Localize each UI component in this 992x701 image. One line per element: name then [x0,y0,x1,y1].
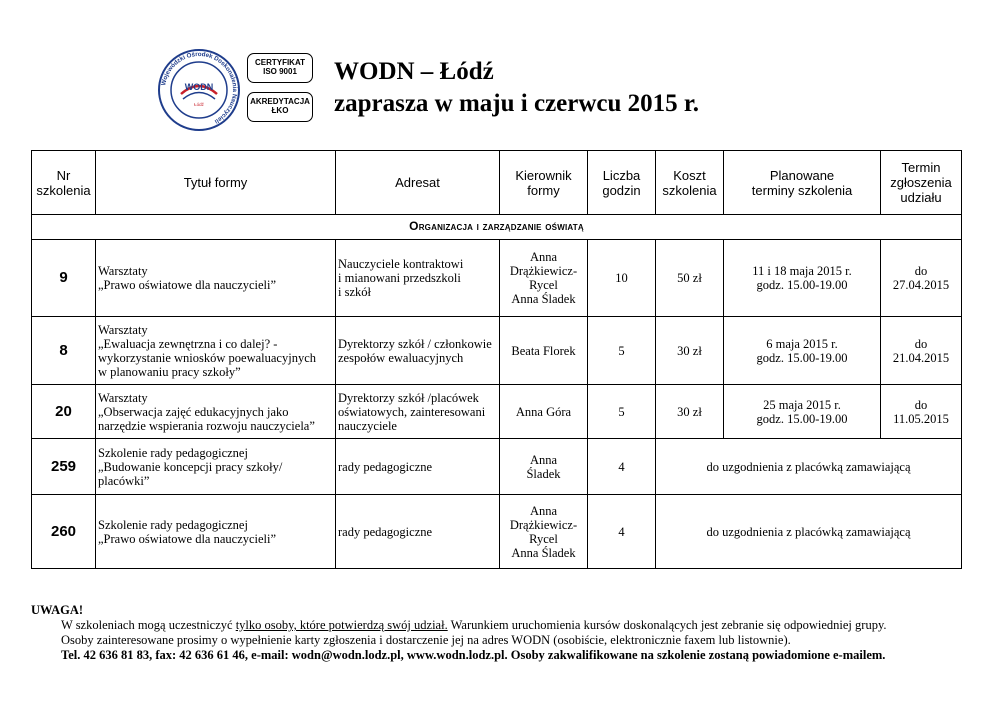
course-number: 8 [32,317,96,385]
wodn-seal-logo [157,48,241,132]
svg-text:Łódź: Łódź [194,102,204,107]
accr-line1: AKREDYTACJA [250,97,310,106]
col-header-deadline: Termin zgłoszenia udziału [881,151,962,215]
course-audience: Dyrektorzy szkół /placówek oświatowych, zainteresowani nauczyciele [336,385,500,439]
course-audience: rady pedagogiczne [336,495,500,569]
notice-paragraph-2: Osoby zainteresowane prosimy o wypełnienie karty zgłoszenia i dostarczenie jej na adres WODN (osobiście, elektronicznie faxem lub listownie). [61,633,791,647]
col-header-hours: Liczba godzin [588,151,656,215]
course-hours: 5 [588,385,656,439]
course-audience: rady pedagogiczne [336,439,500,495]
document-header [0,0,992,150]
svg-text:WODN: WODN [184,82,214,92]
table-row [32,439,962,495]
iso-certificate-badge [247,53,313,83]
col-header-title: Tytuł formy [96,151,336,215]
table-header-row [32,151,962,215]
course-audience: Nauczyciele kontraktowi i mianowani przedszkoli i szkół [336,240,500,317]
course-title: Warsztaty „Prawo oświatowe dla nauczycieli” [96,240,336,317]
course-number: 9 [32,240,96,317]
course-leader: Anna Śladek [500,439,588,495]
cert-line2: ISO 9001 [263,67,297,76]
course-dates: 25 maja 2015 r. godz. 15.00-19.00 [724,385,881,439]
course-dates: 6 maja 2015 r. godz. 15.00-19.00 [724,317,881,385]
table-row [32,317,962,385]
col-header-audience: Adresat [336,151,500,215]
accreditation-badge [247,92,313,122]
notice-contact: Tel. 42 636 81 83, fax: 42 636 61 46, e-mail: wodn@wodn.lodz.pl, www.wodn.lodz.pl. Osoby zakwalifikowane na szkolenie zostaną powiadomione e-mailem. [61,648,886,662]
courses-table [31,150,962,569]
course-dates: 11 i 18 maja 2015 r. godz. 15.00-19.00 [724,240,881,317]
notice-block [31,603,961,663]
course-leader: Anna Góra [500,385,588,439]
course-audience: Dyrektorzy szkół / członkowie zespołów ewaluacyjnych [336,317,500,385]
svg-text:Wojewódzki Ośrodek Doskonaleni: Wojewódzki Ośrodek Doskonalenia Nauczycieli [160,50,239,125]
section-row [32,215,962,240]
notice-label: UWAGA! [31,603,84,617]
col-header-leader: Kierownik formy [500,151,588,215]
course-leader: Anna Drążkiewicz- Rycel Anna Śladek [500,240,588,317]
course-hours: 10 [588,240,656,317]
col-header-nr: Nr szkolenia [32,151,96,215]
course-deadline: do 27.04.2015 [881,240,962,317]
course-title: Warsztaty „Ewaluacja zewnętrzna i co dalej? - wykorzystanie wniosków poewaluacyjnych w planowaniu pracy szkoły” [96,317,336,385]
page-title: WODN – Łódź [334,58,494,85]
course-cost: 50 zł [656,240,724,317]
course-leader: Anna Drążkiewicz- Rycel Anna Śladek [500,495,588,569]
page-subtitle: zaprasza w maju i czerwcu 2015 r. [334,90,699,117]
course-number: 260 [32,495,96,569]
table-row [32,240,962,317]
table-row [32,385,962,439]
course-hours: 4 [588,439,656,495]
course-number: 259 [32,439,96,495]
accr-line2: ŁKO [271,106,289,115]
col-header-dates: Planowane terminy szkolenia [724,151,881,215]
cert-line1: CERTYFIKAT [254,58,306,67]
course-deadline: do 11.05.2015 [881,385,962,439]
course-hours: 4 [588,495,656,569]
course-hours: 5 [588,317,656,385]
course-schedule-merged: do uzgodnienia z placówką zamawiającą [656,495,962,569]
course-number: 20 [32,385,96,439]
notice-paragraph-1: W szkoleniach mogą uczestniczyć tylko osoby, które potwierdzą swój udział. Warunkiem uruchomienia kursów doskonalących jest zebranie się odpowiedniej grupy. [61,618,887,632]
notice-body [31,618,961,663]
course-title: Warsztaty „Obserwacja zajęć edukacyjnych jako narzędzie wspierania rozwoju nauczyciela” [96,385,336,439]
course-leader: Beata Florek [500,317,588,385]
course-title: Szkolenie rady pedagogicznej „Prawo oświatowe dla nauczycieli” [96,495,336,569]
section-title: Organizacja i zarządzanie oświatą [32,215,962,240]
course-cost: 30 zł [656,317,724,385]
col-header-cost: Koszt szkolenia [656,151,724,215]
course-cost: 30 zł [656,385,724,439]
course-title: Szkolenie rady pedagogicznej „Budowanie koncepcji pracy szkoły/ placówki” [96,439,336,495]
table-row [32,495,962,569]
course-schedule-merged: do uzgodnienia z placówką zamawiającą [656,439,962,495]
course-deadline: do 21.04.2015 [881,317,962,385]
